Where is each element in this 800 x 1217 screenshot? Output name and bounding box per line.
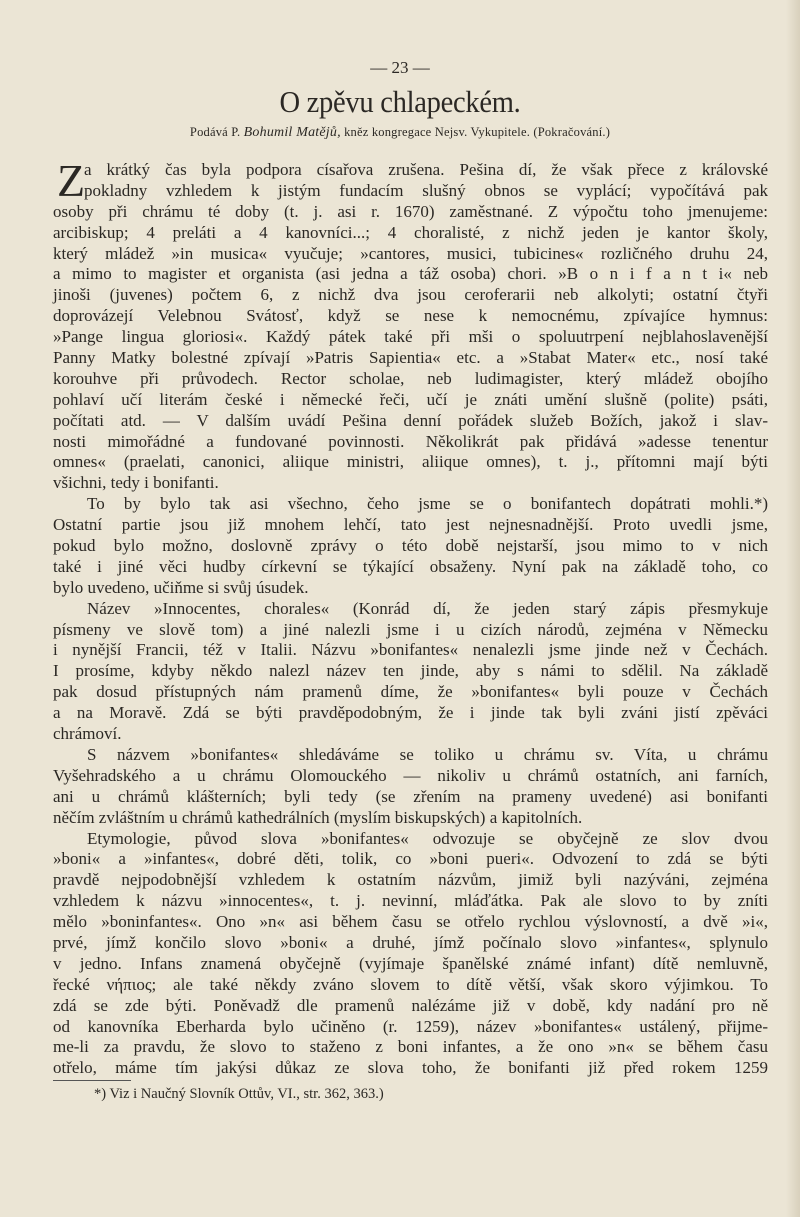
text-line: S názvem »bonifantes« shledáváme se toliko u chrámu sv. Víta, u chrámu xyxy=(87,744,768,764)
text-line: počítati atd. — V dalším uvádí Pešina denní pořádek služeb Božích, jakož i slav- xyxy=(53,410,768,430)
text-line: také i jiné věci hudby církevní se týkající obsaženy. Nyní pak na základě toho, co xyxy=(53,556,768,576)
text-line: Panny Matky bolestné zpívají »Patris Sapientia« etc. a »Stabat Mater« etc., nosí také xyxy=(53,348,768,368)
text-line: všichni, tedy i bonifanti. xyxy=(53,473,219,493)
text-line: »Pange lingua gloriosi«. Každý pátek také při mši o spoluutrpení nejblahoslavenější xyxy=(53,327,768,347)
text-line: pokud bylo možno, doslovně zprávy o této době nejstarší, jsou mimo to v nich xyxy=(53,536,768,556)
byline-suffix: kněz kongregace Nejsv. Vykupitele. (Pokračování.) xyxy=(344,125,611,139)
paragraph xyxy=(53,745,768,829)
text-line: od kanovníka Eberharda bylo učiněno (r. 1259), název »bonifantes« ustálený, přijme- xyxy=(53,1016,768,1036)
article-title: O zpěvu chlapeckém. xyxy=(279,84,521,119)
text-line: jinoši (juvenes) počtem 6, z nichž dva jsou ceroferarii neb alkolyti; ostatní čtyři xyxy=(53,285,768,305)
text-line: pokladny vzhledem k jistým fundacím slušný obnos se vyplácí; vypočítává pak xyxy=(84,180,768,200)
drop-cap: Z xyxy=(57,155,86,206)
paragraph xyxy=(53,494,768,598)
text-line: mělo »boninfantes«. Ono »n« asi během času se otřelo rychlou výslovností, a dvě »i«, xyxy=(53,912,768,932)
text-line: nosti mimořádné a fundované povinnosti. Několikrát pak přidává »adesse tenentur xyxy=(53,431,768,451)
paragraph xyxy=(53,599,768,745)
text-line: arcibiskup; 4 preláti a 4 kanovníci...; 4 choralisté, z nichž jeden je kantor školy, xyxy=(53,222,768,242)
text-line: a na Moravě. Zdá se býti pravděpodobným, že i jinde tak byli zváni jistí zpěváci xyxy=(53,703,768,723)
text-line: doprovázejí Velebnou Svátosť, když se nese k nemocnému, zpívajíce hymnus: xyxy=(53,306,768,326)
footnote-divider xyxy=(53,1080,131,1081)
text-line: I prosíme, kdyby někdo nalezl název ten jinde, aby s námi to sdělil. Na základě xyxy=(53,661,768,681)
text-line: i nynější Francii, též v Italii. Názvu »bonifantes« nenalezli jsme jinde než v Čechách. xyxy=(53,640,768,660)
byline-author: Bohumil Matějů, xyxy=(243,125,341,140)
text-line: Ostatní partie jsou již mnohem lehčí, tato jest nejnesnadnější. Proto uvedli jsme, xyxy=(53,515,768,535)
text-line: To by bylo tak asi všechno, čeho jsme se o bonifantech dopátrati mohli.*) xyxy=(87,494,768,514)
text-line: bylo uvedeno, učiňme si svůj úsudek. xyxy=(53,577,309,597)
text-line: pak dosud přístupných nám pramenů díme, že »bonifantes« byli pouze v Čechách xyxy=(53,682,768,702)
byline xyxy=(0,125,800,141)
text-line: pohlaví učí literám české i německé řeči, učí je znáti umění slušně (polite) psáti, xyxy=(53,389,768,409)
text-line: korouhve při průvodech. Rector scholae, neb ludimagister, který mládež obojího xyxy=(53,368,768,388)
text-line: prvé, jímž končilo slovo »boni« a druhé, jímž počínalo slovo »infantes«, splynulo xyxy=(53,932,768,952)
text-line: Vyšehradského a u chrámu Olomouckého — nikoliv u chrámů ostatních, ani farních, xyxy=(53,765,768,785)
text-line: který mládež »in musica« vyučuje; »cantores, musici, tubicines« rozličného druhu 24, xyxy=(53,243,768,263)
text-line: otřelo, máme tím jakýsi důkaz ze slova toho, že bonifanti již před rokem 1259 xyxy=(53,1058,768,1078)
page-number: — 23 — xyxy=(370,58,430,77)
text-line: a krátký čas byla podpora císařova zrušena. Pešina dí, že však přece z královské xyxy=(84,160,768,179)
text-line: písmeny ve slově tom) a jiné nalezli jsme i u cizích národů, zejména v Německu xyxy=(53,619,768,639)
text-line: pravdě nejpodobnější vzhledem k ostatním názvům, jimiž byli nazýváni, zejména xyxy=(53,870,768,890)
text-line: chrámoví. xyxy=(53,724,122,744)
text-line: Název »Innocentes, chorales« (Konrád dí, že jeden starý zápis přesmykuje xyxy=(87,598,768,618)
text-line: omnes« (praelati, canonici, aliique ministri, aliique omnes), t. j., přítomni mají býti xyxy=(53,452,768,472)
text-line: něčím zvláštním u chrámů kathedrálních (myslím biskupských) a kapitolních. xyxy=(53,807,583,827)
text-line: me-li za pravdu, že slovo to staženo z boni infantes, a že ono »n« se během času xyxy=(53,1037,768,1057)
text-line: vzhledem k názvu »innocentes«, t. j. nevinní, mláďátka. Pak ale slovo to by zníti xyxy=(53,891,768,911)
text-line: ani u chrámů klášterních; byli tedy (se zřením na prameny uvedené) asi bonifanti xyxy=(53,786,768,806)
text-line: v jedno. Infans znamená obyčejně (vyjímaje španělské známé infant) dítě nemluvně, xyxy=(53,953,768,973)
article-body xyxy=(53,155,768,1079)
byline-prefix: Podává P. xyxy=(189,125,241,139)
page-edge-shadow xyxy=(786,0,800,1217)
text-line: a mimo to magister et organista (asi jedna a táž osoba) chori. »B o n i f a n t i« neb xyxy=(53,264,768,284)
footnote: *) Viz i Naučný Slovník Ottův, VI., str. 362, 363.) xyxy=(94,1086,384,1102)
paragraph xyxy=(53,829,768,1080)
text-line: zdá se zde býti. Poněvadž dle pramenů nalézáme již v době, kdy nadání pro ně xyxy=(53,995,768,1015)
text-line: osoby při chrámu té doby (t. j. asi r. 1670) zaměstnané. Z výpočtu toho jmenujeme: xyxy=(53,201,768,221)
text-line: »boni« a »infantes«, dobré děti, tolik, co »boni pueri«. Odvození to zdá se býti xyxy=(53,849,768,869)
text-line: Etymologie, původ slova »bonifantes« odvozuje se obyčejně ze slov dvou xyxy=(87,828,768,848)
text-line: řecké νήπιος; ale také někdy zváno slovem to dítě větší, však skoro výjimkou. To xyxy=(53,974,768,994)
paragraph xyxy=(53,155,768,494)
